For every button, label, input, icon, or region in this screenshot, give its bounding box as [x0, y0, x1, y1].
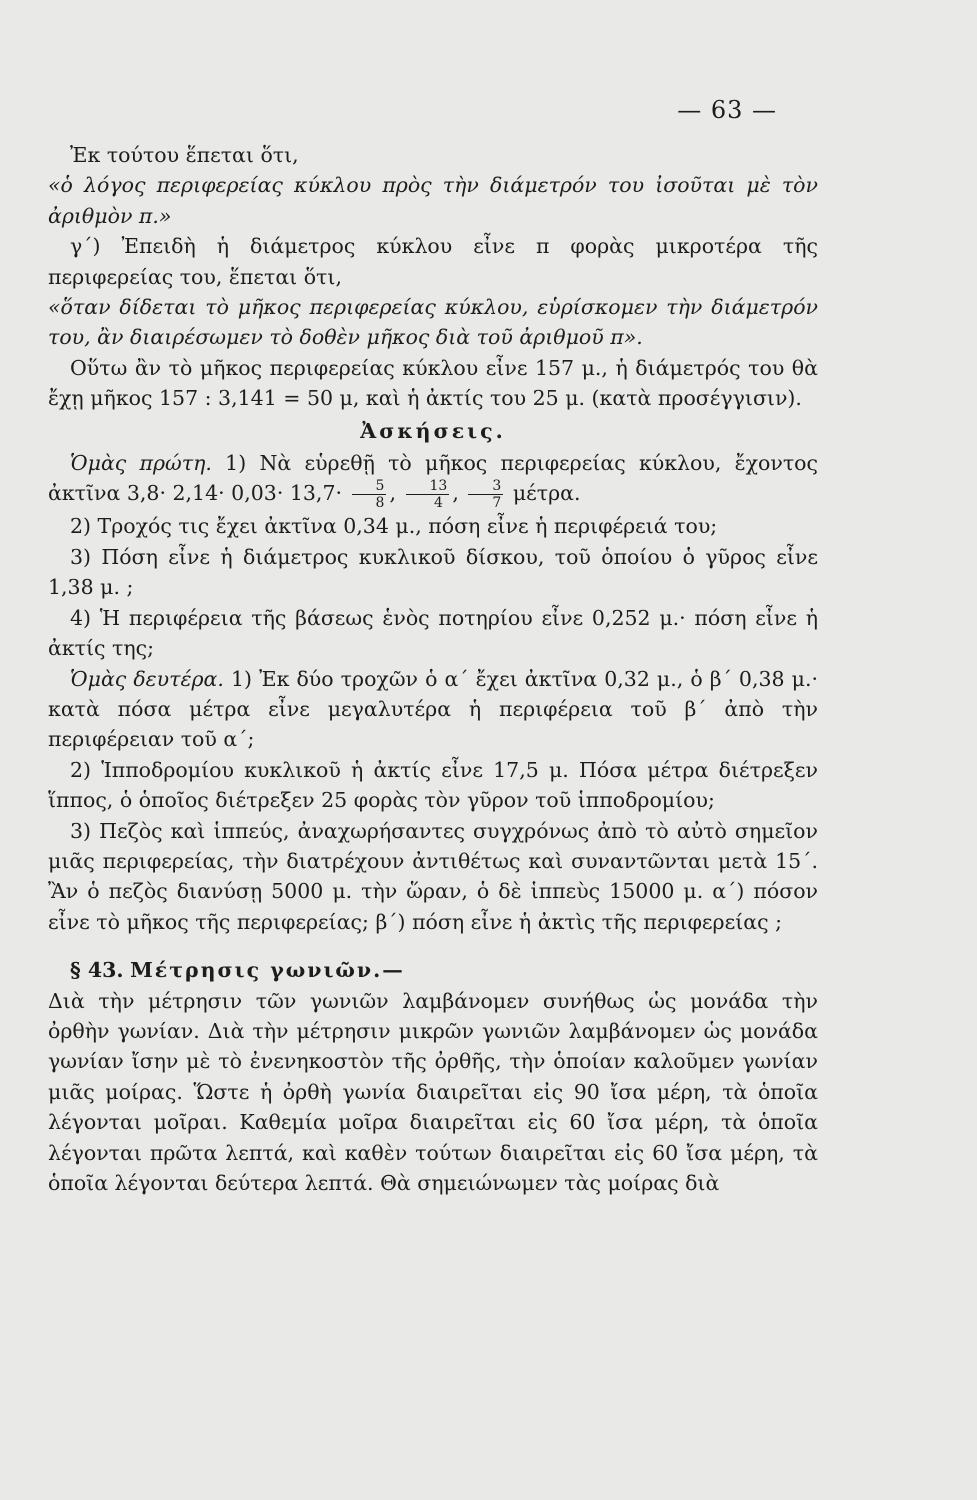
section-number: § 43. — [70, 958, 124, 983]
fraction-5-8: $\frac{5}{8}$ — [352, 478, 387, 511]
group1-question3: 3) Πόση εἶνε ἡ διάμετρος κυκλικοῦ δίσκου, τοῦ ὁποίου ὁ γῦρος εἶνε 1,38 μ. ; — [48, 544, 818, 600]
group1-q1-unit: μέτρα. — [512, 481, 581, 506]
section-title: Μέτρησις γωνιῶν.— — [130, 958, 405, 983]
group2-label: Ὁμὰς δευτέρα. — [70, 666, 224, 691]
exercises-heading: Ἀσκήσεις. — [360, 418, 506, 443]
group1-question4: 4) Ἡ περιφέρεια τῆς βάσεως ἑνὸς ποτηρίου εἶνε 0,252 μ.· πόση εἶνε ἡ ἀκτίς της; — [48, 605, 818, 661]
rule-diameter: «ὅταν δίδεται τὸ μῆκος περιφερείας κύκλου, εὑρίσκομεν τὴν διάμετρόν του, ἂν διαιρέσωμεν τὸ δοθὲν μῆκος διὰ τοῦ ἀριθμοῦ π». — [48, 295, 818, 350]
paragraph-gamma: γ΄) Ἐπειδὴ ἡ διάμετρος κύκλου εἶνε π φορὰς μικροτέρα τῆς περιφερείας του, ἕπεται ὅτι, — [48, 234, 818, 289]
fraction-13-4: $\frac{13}{4}$ — [406, 478, 450, 511]
page-number: — 63 — — [677, 96, 777, 124]
group1-question1: Ὁμὰς πρώτη. 1) Νὰ εὑρεθῇ τὸ μῆκος περιφερείας κύκλου, ἔχοντος ἀκτῖνα 3,8· 2,14· 0,03· 13,7· $\frac{5}{8}$ , $\frac{13}{4}$ , $\frac{3}{7}$ μέτρα. — [48, 451, 818, 512]
fraction-3-7: $\frac{3}{7}$ — [468, 478, 503, 511]
group2-question2: 2) Ἱπποδρομίου κυκλικοῦ ἡ ἀκτίς εἶνε 17,5 μ. Πόσα μέτρα διέτρεξεν ἵππος, ὁ ὁποῖος διέτρεξεν 25 φορὰς τὸν γῦρον τοῦ ἱπποδρομίου; — [48, 757, 818, 813]
body-text — [48, 140, 818, 1198]
paragraph-consequence: Ἐκ τούτου ἕπεται ὅτι, — [70, 143, 299, 167]
section-heading — [48, 955, 818, 985]
group1-label: Ὁμὰς πρώτη. — [70, 451, 212, 476]
rule-ratio-pi: «ὁ λόγος περιφερείας κύκλου πρὸς τὴν διάμετρόν του ἰσοῦται μὲ τὸν ἀριθμὸν π.» — [48, 173, 818, 228]
group1-question2: 2) Τροχός τις ἔχει ἀκτῖνα 0,34 μ., πόση εἶνε ἡ περιφέρειά του; — [70, 514, 718, 539]
group2-question3: 3) Πεζὸς καὶ ἱππεύς, ἀναχωρήσαντες συγχρόνως ἀπὸ τὸ αὐτὸ σημεῖον μιᾶς περιφερείας, τὴν διατρέχουν ἀντιθέτως καὶ συναντῶνται μετὰ 15΄. Ἂν ὁ πεζὸς διανύσῃ 5000 μ. τὴν ὥραν, ὁ δὲ ἱππεὺς 15000 μ. α΄) πόσον εἶνε τὸ μῆκος τῆς περιφερείας; β΄) πόση εἶνε ἡ ἀκτὶς τῆς περιφερείας ; — [48, 818, 818, 934]
section-paragraph: Διὰ τὴν μέτρησιν τῶν γωνιῶν λαμβάνομεν συνήθως ὡς μονάδα τὴν ὀρθὴν γωνίαν. Διὰ τὴν μέτρησιν μικρῶν γωνιῶν λαμβάνομεν ὡς μονάδα γωνίαν ἴσην μὲ τὸ ἐνενηκοστὸν τῆς ὀρθῆς, τὴν ὁποίαν καλοῦμεν γωνίαν μιᾶς μοίρας. Ὥστε ἡ ὀρθὴ γωνία διαιρεῖται εἰς 90 ἴσα μέρη, τὰ ὁποῖα λέγονται μοῖραι. Καθεμία μοῖρα διαιρεῖται εἰς 60 ἴσα μέρη, τὰ ὁποῖα λέγονται πρῶτα λεπτά, καὶ καθὲν τούτων διαιρεῖται εἰς 60 ἴσα μέρη, τὰ ὁποῖα λέγονται δεύτερα λεπτά. Θὰ σημειώνωμεν τὰς μοίρας διὰ — [48, 988, 818, 1195]
paragraph-example: Οὕτω ἂν τὸ μῆκος περιφερείας κύκλου εἶνε 157 μ., ἡ διάμετρός του θὰ ἔχῃ μῆκος 157 : 3,141 = 50 μ, καὶ ἡ ἀκτίς του 25 μ. (κατὰ προσέγγισιν). — [48, 355, 818, 411]
group1-q1-text: 1) Νὰ εὑρεθῇ τὸ μῆκος περιφερείας κύκλου, ἔχοντος ἀκτῖνα 3,8· 2,14· 0,03· 13,7· — [48, 451, 818, 506]
group2-question1: Ὁμὰς δευτέρα. 1) Ἐκ δύο τροχῶν ὁ α΄ ἔχει ἀκτῖνα 0,32 μ., ὁ β΄ 0,38 μ.· κατὰ πόσα μέτρα εἶνε μεγαλυτέρα ἡ περιφέρεια τοῦ β΄ ἀπὸ τὴν περιφέρειαν τοῦ α΄; — [48, 666, 818, 752]
